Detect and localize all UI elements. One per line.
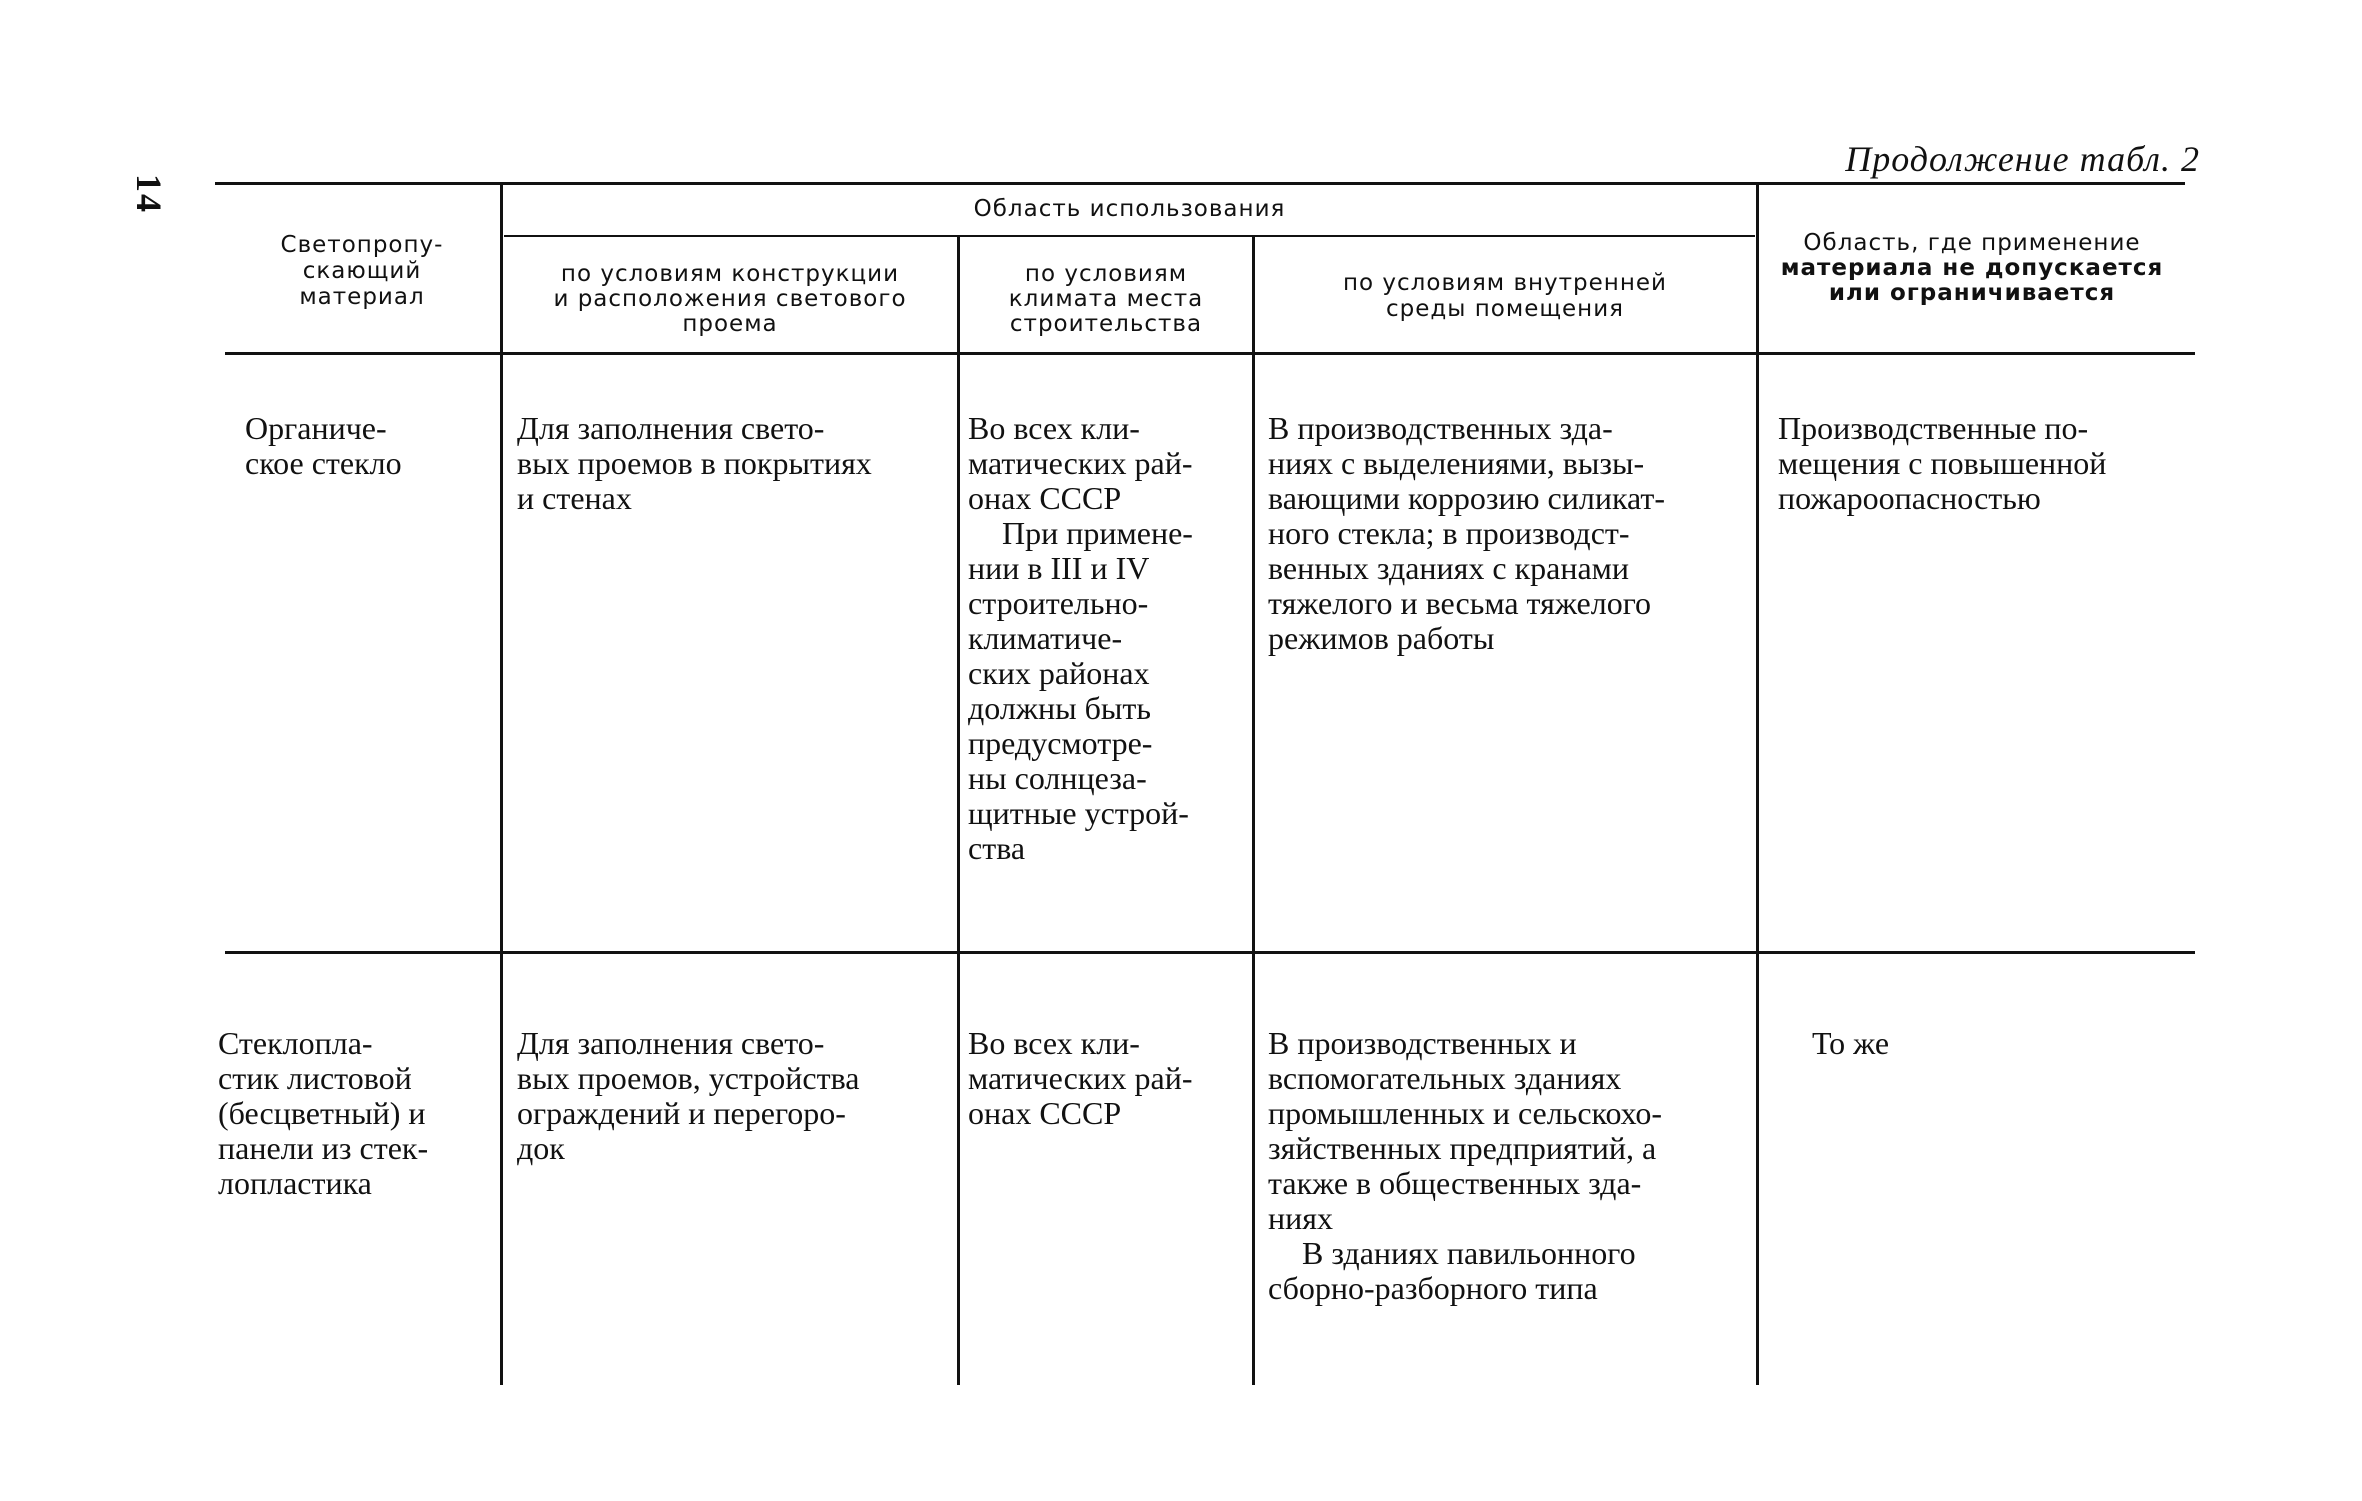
usage-group-rule	[504, 235, 1755, 237]
col-rule-construction	[957, 237, 960, 1385]
header-restriction-line-3: или ограничивается	[1828, 280, 2116, 306]
header-restriction-line-1: Область, где применение	[1803, 230, 2141, 256]
row1-restriction: Производственные по- мещения с повышенной пожароопасностью	[1778, 410, 2107, 516]
header-restriction-line-2: материала не допускается	[1780, 255, 2164, 281]
header-climate: по условиям климата места строительства	[1008, 261, 1204, 337]
header-material: Светопропу- скающий материал	[280, 232, 444, 310]
row2-climate-paragraph-1: Во всех кли- матических рай- онах СССР	[968, 1025, 1193, 1131]
row2-material: Стеклопла- стик листовой (бесцветный) и панели из стек- лопластика	[218, 1025, 429, 1201]
row2-construction: Для заполнения свето- вых проемов, устройства ограждений и перегоро- док	[517, 1025, 860, 1166]
row1-construction: Для заполнения свето- вых проемов в покрытиях и стенах	[517, 410, 872, 516]
row-separator-rule	[225, 951, 2195, 954]
row1-environment	[1268, 411, 1750, 656]
row2-environment	[1268, 1026, 1750, 1306]
row1-climate-paragraph-1: Во всех кли- матических рай- онах СССР	[968, 410, 1193, 516]
row1-climate	[968, 411, 1246, 866]
row2-climate	[968, 1026, 1246, 1131]
header-environment: по условиям внутренней среды помещения	[1343, 270, 1667, 322]
table-top-rule	[215, 182, 2185, 185]
header-restriction	[1762, 231, 2182, 306]
row1-environment-paragraph-1: В производственных зда- ниях с выделениями, вызы- вающими коррозию силикат- ного стекла; в производст- венных зданиях с кранами тяжелого и весьма тяжелого режимов работы	[1268, 410, 1666, 656]
col-rule-material	[500, 185, 503, 1385]
row2-restriction: То же	[1812, 1025, 1890, 1061]
row2-environment-paragraph-1: В производственных и вспомогательных зданиях промышленных и сельскохо- зяйственных предприятий, а также в общественных зда- ниях	[1268, 1025, 1663, 1236]
header-bottom-rule	[225, 352, 2195, 355]
col-rule-environment	[1756, 185, 1759, 1385]
row2-environment-paragraph-2: В зданиях павильонного сборно-разборного типа	[1268, 1235, 1636, 1306]
header-construction: по условиям конструкции и расположения светового проема	[553, 261, 907, 337]
page-number: 14	[129, 174, 169, 214]
row1-climate-paragraph-2: При примене- нии в III и IV строительно- климатиче- ских районах должны быть предусмотре- ны солнцеза- щитные устрой- ства	[968, 515, 1193, 866]
table-continuation-caption: Продолжение табл. 2	[1845, 139, 2200, 179]
header-usage-group: Область использования	[973, 196, 1286, 222]
col-rule-climate	[1252, 237, 1255, 1385]
row1-material: Органиче- ское стекло	[245, 410, 402, 481]
